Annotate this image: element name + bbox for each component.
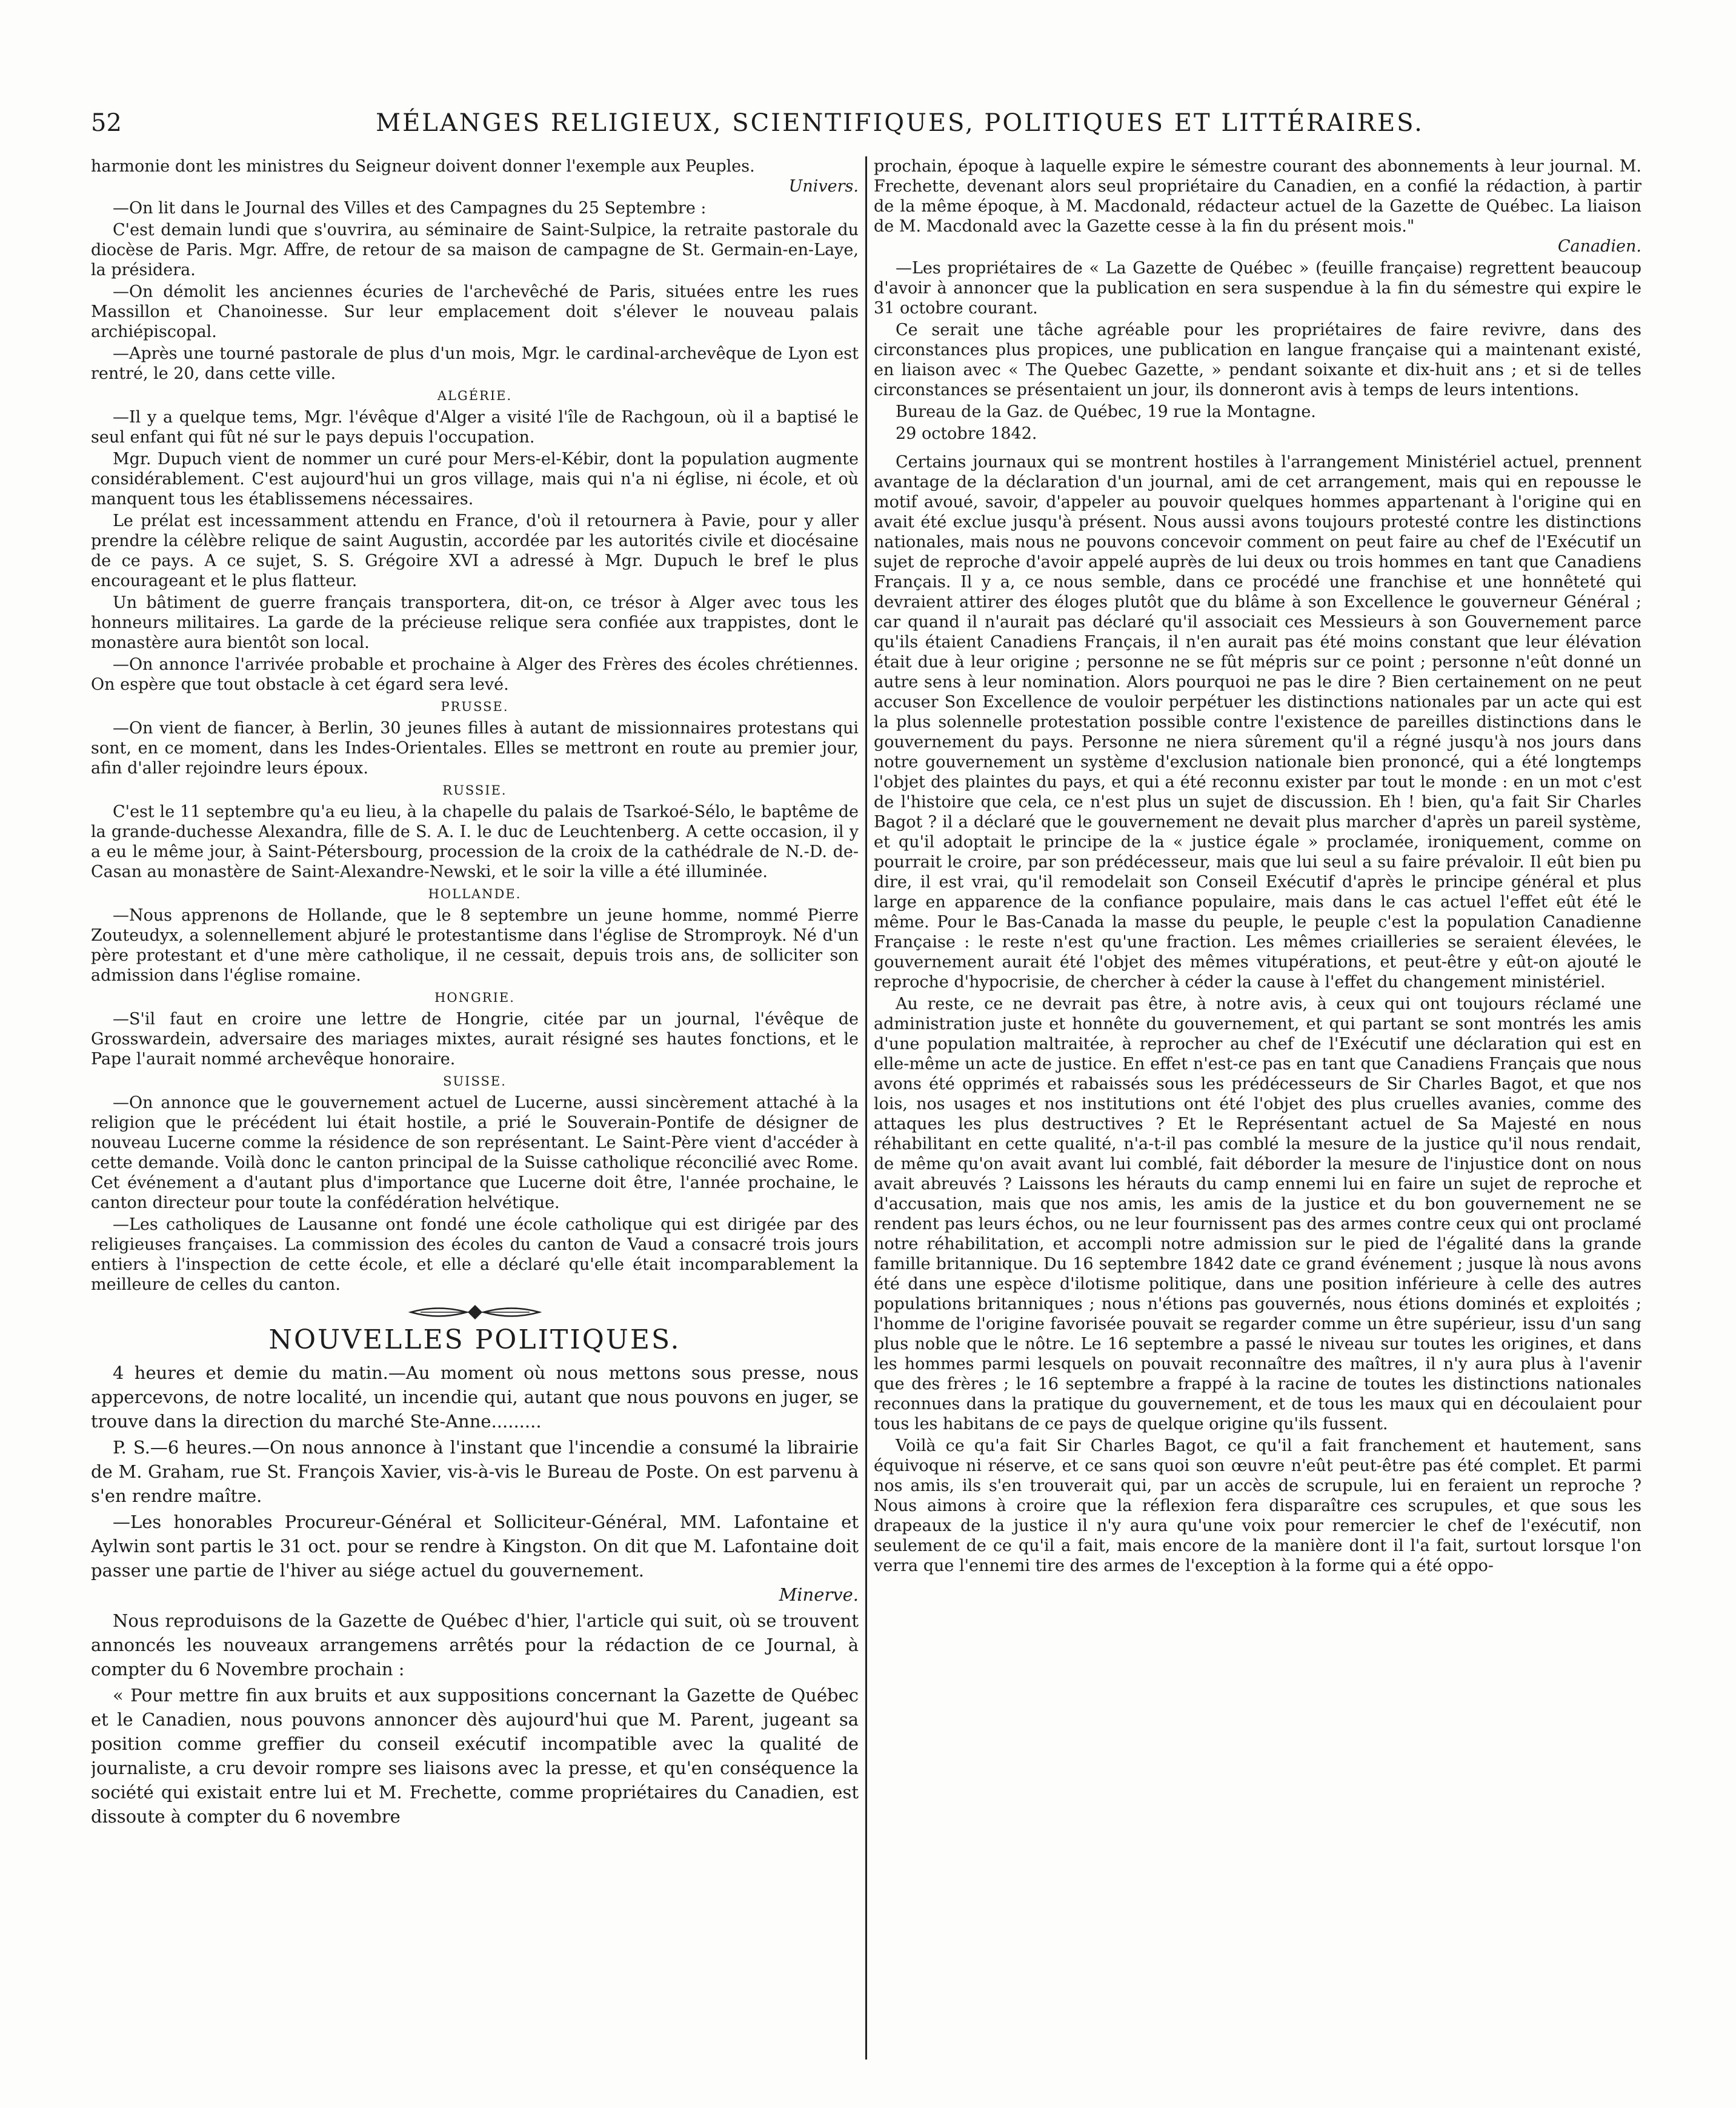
section-heading-russie: RUSSIE. [442, 783, 507, 798]
paragraph: Le prélat est incessamment attendu en France, d'où il retournera à Pavie, pour y aller prendre la célèbre relique de saint Augustin, accordée par les autorités civile et diocésaine de ce pays. A ce sujet, S. S. Grégoire XVI a adressé à Mgr. Dupuch le bref le plus encourageant et le plus flatteur. [91, 512, 859, 590]
paragraph: —On lit dans le Journal des Villes et des Campagnes du 25 Septembre : [113, 199, 707, 218]
paragraph: Nous reproduisons de la Gazette de Québec d'hier, l'article qui suit, où se trouvent annoncés les nouveaux arrangemens arrêtés pour la rédaction de ce Journal, à compter du 6 Novembre prochain : [91, 1610, 859, 1679]
ornament-icon [408, 1303, 542, 1321]
paragraph: —Nous apprenons de Hollande, que le 8 septembre un jeune homme, nommé Pierre Zouteudyx, a solennellement abjuré le protestantisme dans l'église de Stromproyk. Né d'un père protestant et d'une mère catholique, il ne cessait, depuis trois ans, de solliciter son admission dans l'église romaine. [91, 906, 859, 985]
section-heading-prusse: PRUSSE. [441, 699, 509, 714]
section-heading-algerie: ALGÉRIE. [437, 389, 513, 403]
page-number: 52 [91, 109, 122, 137]
source-signature: Minerve. [779, 1584, 859, 1605]
left-column [91, 156, 859, 2060]
paragraph: —Les propriétaires de « La Gazette de Québec » (feuille française) regrettent beaucoup d'avoir à annoncer que la publication en sera suspendue à la fin du sémestre qui expire le 31 octobre courant. [874, 259, 1641, 318]
paragraph: 4 heures et demie du matin.—Au moment où nous mettons sous presse, nous appercevons, de notre localité, un incendie qui, autant que nous pouvons en juger, se trouve dans la direction du marché Ste-Anne......... [91, 1363, 859, 1432]
paragraph: Voilà ce qu'a fait Sir Charles Bagot, ce qu'il a fait franchement et hautement, sans équivoque ni réserve, et ce sans quoi son œuvre n'eût peut-être pas été complet. Et parmi nos amis, ils s'en trouverait qui, par un accès de scrupule, lui en feraient un reproche ? Nous aimons à croire que la réflexion fera disparaître ces scrupules, et que sous les drapeaux de la justice il n'y aura qu'une voix pour remercier le chef de l'exécutif, non seulement de ce qu'il a fait, mais encore de la manière dont il l'a fait, surtout lorsque l'on verra que l'ennemi tire des armes de l'exception à la forme qui a été oppo- [874, 1436, 1641, 1575]
section-title-nouvelles-politiques: NOUVELLES POLITIQUES. [268, 1324, 681, 1355]
paragraph: C'est demain lundi que s'ouvrira, au séminaire de Saint-Sulpice, la retraite pastorale du diocèse de Paris. Mgr. Affre, de retour de sa maison de campagne de St. Germain-en-Laye, la présidera. [91, 221, 859, 279]
paragraph: « Pour mettre fin aux bruits et aux suppositions concernant la Gazette de Québec et le Canadien, nous pouvons annoncer dès aujourd'hui que M. Parent, jugeant sa position comme greffier du conseil exécutif incompatible avec la qualité de journaliste, a cru devoir rompre ses liaisons avec la presse, et qu'en conséquence la société qui existait entre lui et M. Frechette, comme propriétaires du Canadien, est dissoute à compter du 6 novembre [91, 1685, 859, 1827]
section-heading-suisse: SUISSE. [443, 1074, 507, 1089]
ornament-divider [91, 1303, 859, 1326]
source-signature: Univers. [788, 177, 859, 196]
paragraph: —Les honorables Procureur-Général et Solliciteur-Général, MM. Lafontaine et Aylwin sont partis le 31 oct. pour se rendre à Kingston. On dit que M. Lafontaine doit passer une partie de l'hiver au siége actuel du gouvernement. Minerve. [91, 1510, 859, 1607]
paragraph: Bureau de la Gaz. de Québec, 19 rue la Montagne. [896, 402, 1316, 421]
paragraph: Mgr. Dupuch vient de nommer un curé pour Mers-el-Kébir, dont la population augmente considérablement. C'est aujourd'hui un gros village, mais qui n'a ni église, ni école, et où manquent tous les établissemens nécessaires. [91, 450, 859, 509]
paragraph: Certains journaux qui se montrent hostiles à l'arrangement Ministériel actuel, prennent avantage de la déclaration d'un journal, ami de cet arrangement, mais qui en repousse le motif avoué, savoir, d'appeler au pouvoir quelques hommes appartenant à l'origine qui en avait été exclue jusqu'à présent. Nous aussi avons toujours protesté contre les distinctions nationales, mais nous ne pouvons concevoir comment on peut faire au chef de l'Exécutif un sujet de reproche d'avoir appelé auprès de lui deux ou trois hommes en tant que Canadiens Français. Il y a, ce nous semble, dans ce procédé une franchise et une honnêteté qui devraient attirer des éloges plutôt que du blâme à son Excellence le gouverneur Général ; car quand il n'aurait pas déclaré qu'il associait ces Messieurs à son Gouvernement parce qu'ils étaient Canadiens Français, il n'en aurait pas été moins constant que leur élévation était due à leur origine ; personne ne se fût mépris sur ce point ; personne n'eût donné un autre sens à leur nomination. Alors pourquoi ne pas le dire ? Bien certainement on ne peut accuser Son Excellence de vouloir perpétuer les distinctions nationales par un acte qui est la plus solennelle protestation possible contre l'existence de pareilles distinctions dans le gouvernement du pays. Personne ne niera sûrement qu'il a régné jusqu'à nos jours dans notre gouvernement un système d'exclusion nationale bien prononcé, qui a été longtemps l'objet des plaintes du pays, et qui a été reconnu exister par tout le monde : en un mot c'est de l'histoire que cela, ce n'est plus un sujet de discussion. Eh ! bien, qu'a fait Sir Charles Bagot ? il a déclaré que le gouvernement ne devait plus marcher d'après un pareil système, et qu'il adoptait le principe de la « justice égale » proclamée, ironiquement, comme on pourrait le croire, par son prédécesseur, mais que lui seul a su faire prévaloir. Il eût bien pu dire, il est vrai, qu'il remodelait son Conseil Exécutif d'après le principe général et plus large en apparence de la confiance populaire, mais dans le cas actuel l'effet eût été le même. Pour le Bas-Canada la masse du peuple, le peuple c'est la population Canadienne Française : le reste n'est qu'une fraction. Les mêmes criailleries se seraient élevées, le gouvernement aurait été l'objet des mêmes vitupérations, et peut-être y eût-on ajouté le reproche d'hypocrisie, de chercher à céder la cause à l'effet du changement ministériel. [874, 453, 1641, 992]
paragraph: 29 octobre 1842. [896, 424, 1037, 443]
paragraph: prochain, époque à laquelle expire le sémestre courant des abonnements à leur journal. M. Frechette, devenant alors seul propriétaire du Canadien, en a confié la rédaction, à partir de la même époque, à M. Macdonald, rédacteur actuel de la Gazette de Québec. La liaison de M. Macdonald avec la Gazette cesse à la fin du présent mois." Canadien. [874, 157, 1641, 256]
columns [91, 156, 1642, 2060]
paragraph: Ce serait une tâche agréable pour les propriétaires de faire revivre, dans des circonstances plus propices, une publication en langue française qui a maintenant existé, en liaison avec « The Quebec Gazette, » pendant soixante et dix-huit ans ; et si de telles circonstances se présentaient un jour, ils donneront avis à temps de leurs intentions. [874, 321, 1641, 399]
source-signature: Canadien. [1557, 237, 1641, 256]
paragraph: —On vient de fiancer, à Berlin, 30 jeunes filles à autant de missionnaires protestans qui sont, en ce moment, dans les Indes-Orientales. Elles se mettront en route au premier jour, afin d'aller rejoindre leurs époux. [91, 719, 859, 778]
paragraph: —Il y a quelque tems, Mgr. l'évêque d'Alger a visité l'île de Rachgoun, où il a baptisé le seul enfant qui fût né sur le pays depuis l'occupation. [91, 408, 859, 447]
paragraph: Un bâtiment de guerre français transportera, dit-on, ce trésor à Alger avec tous les honneurs militaires. La garde de la précieuse relique sera confiée aux trappistes, dont le monastère aura bientôt son local. [91, 593, 859, 652]
page-header [91, 109, 1642, 145]
paragraph: —On annonce que le gouvernement actuel de Lucerne, aussi sincèrement attaché à la religion que le précédent lui était hostile, a prié le Souverain-Pontife de désigner de nouveau Lucerne comme la résidence de son représentant. Le Saint-Père vient d'accéder à cette demande. Voilà donc le canton principal de la Suisse catholique réconcilié avec Rome. Cet événement a d'autant plus d'importance que Lucerne doit être, l'année prochaine, le canton directeur pour toute la confédération helvétique. [91, 1093, 859, 1212]
paragraph: —Les catholiques de Lausanne ont fondé une école catholique qui est dirigée par des religieuses françaises. La commission des écoles du canton de Vaud a consacré trois jours entiers à l'inspection de cette école, et elle a déclaré qu'elle était incomparablement la meilleure de celles du canton. [91, 1215, 859, 1294]
paragraph: C'est le 11 septembre qu'a eu lieu, à la chapelle du palais de Tsarkoé-Sélo, le baptême de la grande-duchesse Alexandra, fille de S. A. I. le duc de Leuchtenberg. A cette occasion, il y a eu le même jour, à Saint-Pétersbourg, procession de la croix de la cathédrale de N.-D. de-Casan au monastère de Saint-Alexandre-Newski, et le soir la ville a été illuminée. [91, 802, 859, 881]
newspaper-page [91, 109, 1642, 2061]
column-rule [865, 156, 867, 2060]
paragraph: Au reste, ce ne devrait pas être, à notre avis, à ceux qui ont toujours réclamé une administration juste et honnête du gouvernement, et qui partant se sont montrés les amis d'une population maltraitée, à reprocher au chef de l'Exécutif une déclaration qui est en elle-même un acte de justice. En effet n'est-ce pas en tant que Canadiens Français que nous avons été opprimés et rabaissés sous les prédécesseurs de Sir Charles Bagot, et que nos lois, nos usages et nos institutions ont été l'objet des plus cruelles avanies, comme des attaques les plus destructives ? Et le Représentant actuel de Sa Majesté en nous réhabilitant en cette qualité, n'a-t-il pas comblé la mesure de la justice qu'il nous rendait, de même qu'on avait avant lui comblé, fait déborder la mesure de l'injustice dont on nous avait abreuvés ? Laissons les hérauts du camp ennemi lui en faire un sujet de reproche et d'accusation, mais que nos amis, les amis de la justice et du bon gouvernement ne se rendent pas leurs échos, ou ne leur fournissent pas des armes contre ceux qui ont proclamé notre réhabilitation, et accompli notre admission sur le pied de l'égalité dans la grande famille britannique. Du 16 septembre 1842 date ce grand événement ; jusque là nous avons été dans une espèce d'ilotisme politique, dans une position inférieure à celle des autres populations britanniques ; nous n'étions pas gouvernés, nous étions dominés et exploités ; l'homme de l'origine favorisée pouvait se regarder comme un être supérieur, issu d'un sang plus noble que le nôtre. Le 16 septembre a passé le niveau sur toutes les origines, et dans les hommes parmi lesquels on pouvait reconnaître des maîtres, il n'y aura plus à l'avenir que des frères ; le 16 septembre a frappé à la racine de toutes les distinctions nationales reconnues dans la pratique du gouvernement, et de tous les maux qui en découlaient pour tous les habitans de ce pays de quelque origine qu'ils fussent. [874, 995, 1641, 1433]
paragraph: —S'il faut en croire une lettre de Hongrie, citée par un journal, l'évêque de Grosswardein, adversaire des mariages mixtes, aurait résigné ses hautes fonctions, et le Pape l'aurait nommé archevêque honoraire. [91, 1010, 859, 1069]
paragraph: P. S.—6 heures.—On nous annonce à l'instant que l'incendie a consumé la librairie de M. Graham, rue St. François Xavier, vis-à-vis le Bureau de Poste. On est parvenu à s'en rendre maître. [91, 1437, 859, 1506]
paragraph: harmonie dont les ministres du Seigneur doivent donner l'exemple aux Peuples. Univers. [91, 157, 859, 196]
right-column [874, 156, 1641, 2060]
paragraph: —On annonce l'arrivée probable et prochaine à Alger des Frères des écoles chrétiennes. On espère que tout obstacle à cet égard sera levé. [91, 655, 859, 694]
section-heading-hollande: HOLLANDE. [428, 887, 522, 901]
running-title: MÉLANGES RELIGIEUX, SCIENTIFIQUES, POLITIQUES ET LITTÉRAIRES. [376, 109, 1424, 137]
paragraph: —On démolit les anciennes écuries de l'archevêché de Paris, situées entre les rues Massillon et Chanoinesse. Sur leur emplacement doit s'élever le nouveau palais archiépiscopal. [91, 282, 859, 341]
paragraph: —Après une tourné pastorale de plus d'un mois, Mgr. le cardinal-archevêque de Lyon est rentré, le 20, dans cette ville. [91, 344, 859, 383]
section-heading-hongrie: HONGRIE. [434, 990, 515, 1005]
